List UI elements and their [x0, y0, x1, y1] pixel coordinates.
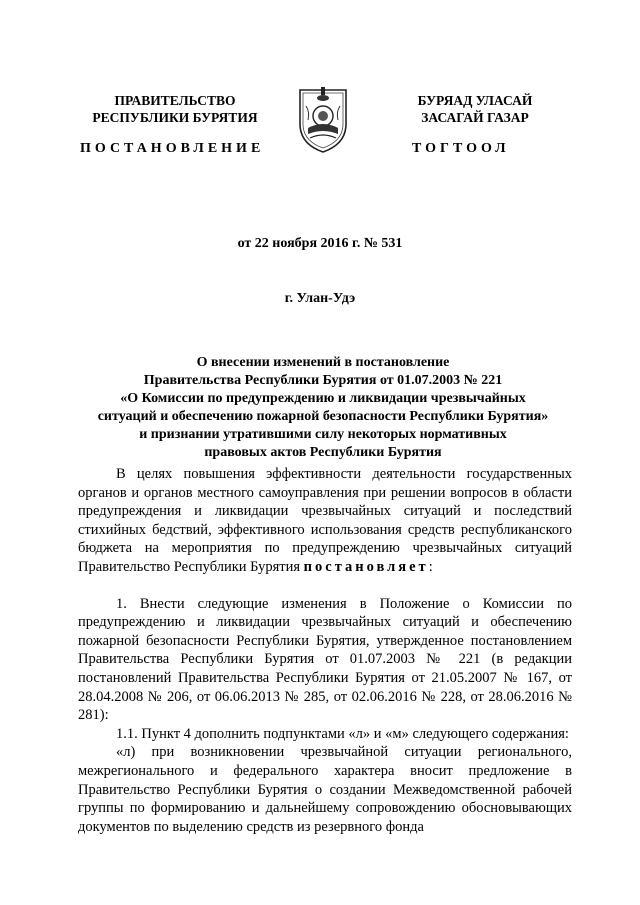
decree-label-ru: ПОСТАНОВЛЕНИЕ — [80, 141, 265, 156]
header-left — [40, 92, 310, 126]
item-1-1-paragraph: 1.1. Пункт 4 дополнить подпунктами «л» и «м» следующего содержания: — [116, 725, 569, 742]
title-line: и признании утратившими силу некоторых нормативных — [139, 427, 507, 442]
title-line: ситуаций и обеспечению пожарной безопасности Республики Бурятия» — [97, 409, 549, 424]
item-1-paragraph: 1. Внести следующие изменения в Положение о Комиссии по предупреждению и ликвидации чрезвычайных ситуаций и обеспечению пожарной безопасности Республики Бурятия, утвержденное постановлением Правительства Республики Бурятия от 01.07.2003 № 221 (в редакции постановлений Правительства Республики Бурятия от 21.05.2007 № 167, от 28.04.2008 № 206, от 06.06.2013 № 285, от 02.06.2016 № 228, от 28.06.2016 № 281): — [78, 595, 572, 724]
preamble-text: В целях повышения эффективности деятельности государственных органов и органов местного самоуправления при решении вопросов в области предупреждения и ликвидации чрезвычайных ситуаций и последствий стихийных бедствий, эффективного использования средств республиканского бюджета на мероприятия по предупреждению чрезвычайных ситуаций Правительство Республики Бурятия — [78, 466, 572, 575]
decree-date-number: от 22 ноября 2016 г. № 531 — [237, 236, 403, 251]
decree-city: г. Улан-Удэ — [284, 291, 356, 306]
subitem-l-paragraph: «л) при возникновении чрезвычайной ситуации регионального, межрегионального и федерального характера вносит предложение в Правительство Республики Бурятия о создании Межведомственной рабочей группы по формированию и дальнейшему сопровождению обосновывающих документов по выделению средств из резервного фонда — [78, 744, 572, 835]
title-line: Правительства Республики Бурятия от 01.07.2003 № 221 — [143, 373, 503, 388]
header-right — [370, 92, 580, 126]
title-line: О внесении изменений в постановление — [196, 355, 450, 370]
government-name-bua-line1: БУРЯАД УЛАСАЙ — [417, 93, 533, 108]
decree-label-bua: ТОГТООЛ — [412, 141, 510, 156]
title-line: правовых актов Республики Бурятия — [204, 445, 442, 460]
title-line: «О Комиссии по предупреждению и ликвидации чрезвычайных — [120, 391, 526, 406]
buryatia-coat-of-arms-icon — [296, 84, 350, 154]
preamble-keyword: постановляет — [303, 558, 429, 575]
decree-body — [78, 465, 572, 836]
government-name-ru-line2: РЕСПУБЛИКИ БУРЯТИЯ — [92, 110, 258, 125]
preamble-paragraph: В целях повышения эффективности деятельности государственных органов и органов местного самоуправления при решении вопросов в области предупреждения и ликвидации чрезвычайных ситуаций и последствий стихийных бедствий, эффективного использования средств республиканского бюджета на мероприятия по предупреждению чрезвычайных ситуаций Правительство Республики Бурятия постановляет: — [78, 466, 572, 575]
government-name-ru-line1: ПРАВИТЕЛЬСТВО — [114, 93, 236, 108]
government-name-bua-line2: ЗАСАГАЙ ГАЗАР — [421, 110, 529, 125]
decree-title — [78, 354, 568, 462]
